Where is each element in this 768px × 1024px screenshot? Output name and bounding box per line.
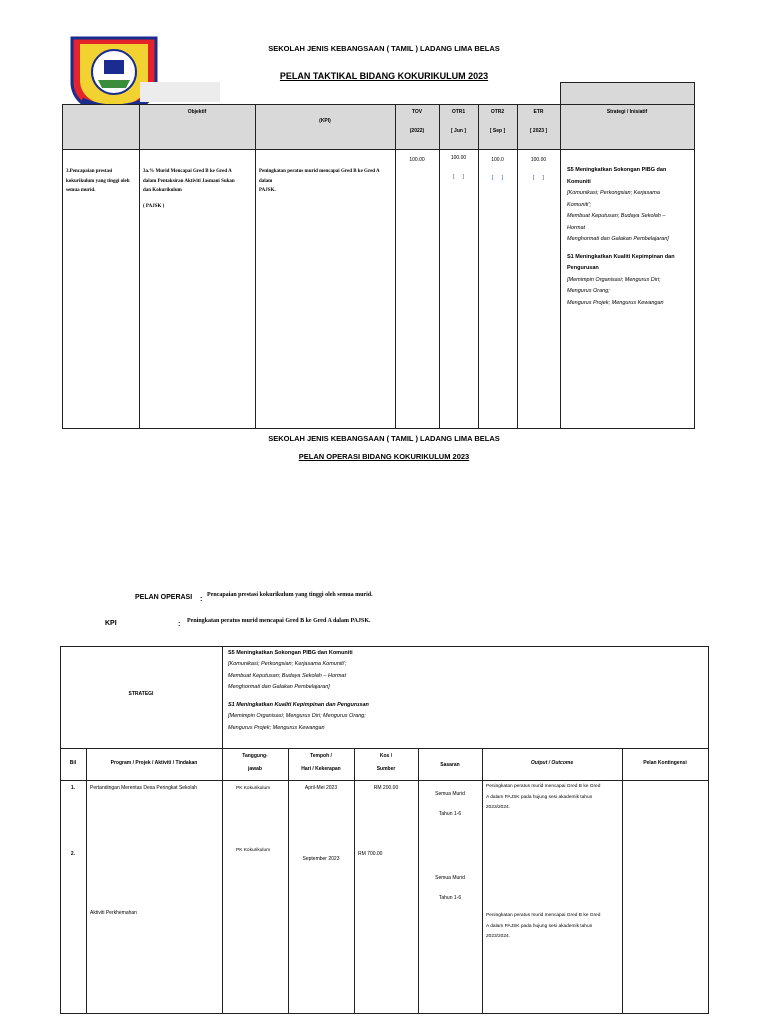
rule xyxy=(139,104,140,429)
kpi-cell xyxy=(259,167,393,196)
rule xyxy=(622,748,623,1014)
header-output: Output / Outcome xyxy=(530,760,574,766)
row-tanggung: PK Kokurikulum xyxy=(236,848,271,853)
row-tanggung: PK Kokurikulum xyxy=(236,786,271,791)
row-bil: 1. xyxy=(70,785,76,791)
rule xyxy=(60,780,709,781)
row-output-line: Peningkatan peratus murid mencapai Gred B ke Gred xyxy=(486,913,601,918)
objective-cell xyxy=(143,167,253,211)
header-otr1: OTR1 xyxy=(451,109,466,115)
rule xyxy=(62,149,694,150)
otr2-value: 100.0 xyxy=(491,157,504,163)
header-otr2: OTR2 xyxy=(490,109,505,115)
kpi-colon: : xyxy=(178,621,181,628)
row-tempoh: September 2023 xyxy=(302,856,340,862)
tactical-header-cap xyxy=(560,82,694,104)
row-sasaran-line: Semua Murid xyxy=(435,791,465,797)
row-output-line: A dalam PAJSK pada hujung sesi akademik tahun xyxy=(486,923,593,929)
objective-line: ( PAJSK ) xyxy=(143,203,165,209)
rule xyxy=(694,82,695,429)
s1-body-line: Mengurus Orang; xyxy=(567,288,610,295)
header-etr-sub: [ 2023 ] xyxy=(529,128,548,134)
otr1-value: 100.00 xyxy=(450,155,467,161)
row-tempoh: April-Mei 2023 xyxy=(304,785,338,791)
rule xyxy=(482,748,483,1014)
header-tanggung-line: Tanggung- xyxy=(242,753,268,759)
header-tanggung-line: jawab xyxy=(248,765,262,772)
goal-line: semua murid. xyxy=(66,188,96,193)
otr1-bracket: [ ] xyxy=(452,174,465,180)
header-kpi: (KPI) xyxy=(319,118,331,124)
rule xyxy=(62,104,63,429)
s1-title-line: S1 Meningkatkan Kualiti Kepimpinan dan xyxy=(567,253,675,260)
row-output-line: 2023/2024. xyxy=(486,805,511,811)
rule xyxy=(60,1013,709,1014)
s5-title-line: S5 Meningkatkan Sokongan PIBG dan xyxy=(567,167,667,173)
header-otr1-sub: [ Jun ] xyxy=(451,128,466,134)
etr-value: 100.00 xyxy=(530,157,547,163)
pelan-operasi-label: PELAN OPERASI xyxy=(135,594,193,601)
strategi-cell xyxy=(567,165,692,310)
header-kontingensi: Pelan Kontingensi xyxy=(643,760,687,766)
objective-line: 3a.% Murid Mencapai Gred B ke Gred A xyxy=(143,169,232,174)
header-kos-line: Sumber xyxy=(376,765,396,772)
rule xyxy=(395,104,396,429)
row-sasaran-line: Tahun 1-6 xyxy=(438,811,462,817)
s5-body-line: Komuniti'; xyxy=(567,201,591,208)
otr2-bracket: [ ] xyxy=(491,175,504,181)
goal-cell xyxy=(66,167,138,196)
pelan-operasi-value: Pencapaian prestasi kokurikulum yang tinggi oleh semua murid. xyxy=(207,592,373,598)
objective-line: dalam Pentaksiran Aktiviti Jasmani Sukan xyxy=(143,178,235,184)
rule xyxy=(222,646,223,1014)
strategi-s1-line: [Memimpin Organisasi; Mengurus Diri; Mengurus Orang; xyxy=(228,713,366,720)
row-sasaran xyxy=(418,784,482,824)
s5-body-line: Menghormati dan Galakan Pembelajaran] xyxy=(567,236,669,243)
school-name-2: SEKOLAH JENIS KEBANGSAAN ( TAMIL ) LADANG LIMA BELAS xyxy=(268,434,500,443)
strategi-s1-title: S1 Meningkatkan Kualiti Kepimpinan dan Pengurusan xyxy=(228,702,369,709)
header-strategi: Strategi / Inisiatif xyxy=(606,109,648,115)
rule xyxy=(60,748,709,749)
rule xyxy=(62,428,694,429)
row-output xyxy=(486,911,600,943)
row-sasaran xyxy=(418,868,482,908)
header-kos-line: Kos / xyxy=(379,753,393,759)
school-name: SEKOLAH JENIS KEBANGSAAN ( TAMIL ) LADANG LIMA BELAS xyxy=(268,44,500,53)
strategi-s5-title: S5 Meningkatkan Sokongan PIBG dan Komuniti xyxy=(228,650,353,656)
rule xyxy=(560,82,561,429)
header-tempoh xyxy=(288,752,354,774)
rule xyxy=(478,104,479,429)
logo-gray-block xyxy=(140,82,220,102)
operasi-title: PELAN OPERASI BIDANG KOKURIKULUM 2023 xyxy=(298,452,470,461)
s1-body-line: Mengurus Projek; Mengurus Kewangan xyxy=(567,300,664,307)
pelan-operasi-colon: : xyxy=(200,596,203,603)
row-program: Pertandingan Merentas Desa Peringkat Sekolah xyxy=(90,785,198,791)
s1-title-line: Pengurusan xyxy=(567,265,599,272)
row-output-line: A dalam PAJSK pada hujung sesi akademik tahun xyxy=(486,794,593,800)
goal-line: 3.Pencapaian prestasi xyxy=(66,169,113,174)
header-tempoh-line: Tempoh / xyxy=(310,753,332,759)
header-otr2-sub: [ Sep ] xyxy=(489,128,506,134)
row-kos: RM 700.00 xyxy=(358,851,383,857)
rule xyxy=(517,104,518,429)
kpi-value: Peningkatan peratus murid mencapai Gred B ke Gred A dalam PAJSK. xyxy=(187,618,371,624)
header-kos xyxy=(354,752,418,774)
strategi-s5-line: Menghormati dan Galakan Pembelajaran] xyxy=(228,683,330,690)
tactical-title: PELAN TAKTIKAL BIDANG KOKURIKULUM 2023 xyxy=(279,71,489,81)
header-tov-year: (2022) xyxy=(409,128,425,134)
s5-body-line: [Komunikasi; Perkongsian; Kerjasama xyxy=(567,190,660,197)
header-objektif: Objektif xyxy=(187,109,207,115)
strategi-s5-line: [Komunikasi; Perkongsian; Kerjasama Komuniti'; xyxy=(228,661,347,668)
row-output xyxy=(486,782,600,814)
header-sasaran: Sasaran xyxy=(440,762,460,768)
header-tanggung xyxy=(222,752,288,774)
rule xyxy=(86,748,87,1014)
row-program: Aktiviti Perkhemahan xyxy=(90,910,137,916)
row-sasaran-line: Semua Murid xyxy=(435,875,465,881)
header-etr: ETR xyxy=(533,109,544,115)
header-tempoh-line: Hari / Kekerapan xyxy=(301,765,341,772)
s5-body-line: Hormat xyxy=(567,224,586,231)
rule xyxy=(62,104,694,105)
goal-line: kokurikulum yang tinggi oleh xyxy=(66,178,130,184)
strategi-s1-line: Mengurus Projek; Mengurus Kewangan xyxy=(228,724,325,731)
tov-value: 100.00 xyxy=(409,157,425,163)
header-program: Program / Projek / Aktiviti / Tindakan xyxy=(110,760,198,766)
rule xyxy=(708,646,709,1014)
rule xyxy=(255,104,256,429)
header-bil: Bil xyxy=(69,760,77,766)
row-sasaran-line: Tahun 1-6 xyxy=(438,895,462,901)
objective-line: dan Kokurikulum xyxy=(143,188,182,193)
row-output-line: Peningkatan peratus murid mencapai Gred B ke Gred xyxy=(486,784,601,789)
header-tov: TOV xyxy=(411,109,423,115)
rule xyxy=(439,104,440,429)
strategi-detail xyxy=(228,648,706,734)
s1-body-line: [Memimpin Organisasi; Mengurus Diri; xyxy=(567,276,661,283)
kpi-label: KPI xyxy=(105,620,117,627)
etr-bracket: [ ] xyxy=(532,175,545,181)
rule xyxy=(60,646,709,647)
strategi-s5-line: Membuat Keputusan; Budaya Sekolah – Hormat xyxy=(228,672,347,679)
rule xyxy=(60,646,61,1014)
kpi-line: Peningkatan peratus murid mencapai Gred B ke Gred A dalam xyxy=(259,169,380,184)
row-output-line: 2023/2024. xyxy=(486,934,511,940)
rule xyxy=(560,82,694,83)
s5-body-line: Membuat Keputusan; Budaya Sekolah – xyxy=(567,213,666,220)
row-kos: RM 200.00 xyxy=(373,785,399,791)
kpi-line: PAJSK. xyxy=(259,188,276,193)
strategi-label: STRATEGI xyxy=(128,691,154,697)
row-bil: 2. xyxy=(70,851,76,857)
s5-title-line: Komuniti xyxy=(567,178,591,185)
tactical-header-gap xyxy=(220,82,560,104)
